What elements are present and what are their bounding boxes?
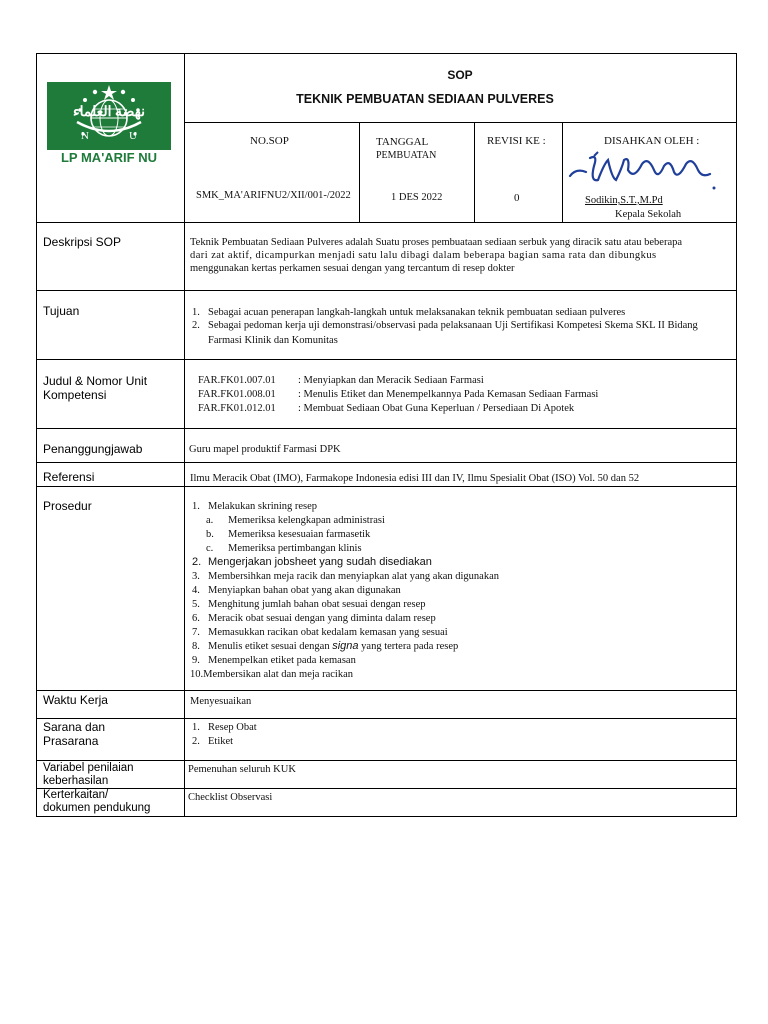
unit-title: : Membuat Sediaan Obat Guna Keperluan / Persediaan Di Apotek bbox=[298, 403, 575, 414]
unit-title: : Menyiapkan dan Meracik Sediaan Farmasi bbox=[298, 375, 484, 386]
revisi-value: 0 bbox=[514, 192, 520, 204]
step-num: 8. bbox=[192, 641, 200, 652]
step-text: Melakukan skrining resep bbox=[208, 501, 318, 512]
signature bbox=[564, 150, 724, 192]
step-text: Meracik obat sesuai dengan yang diminta dalam resep bbox=[208, 613, 436, 624]
kompetensi-unit-1 bbox=[198, 374, 484, 387]
sub-text: Memeriksa kelengkapan administrasi bbox=[228, 515, 385, 526]
penanggungjawab-value: Guru mapel produktif Farmasi DPK bbox=[189, 444, 341, 455]
sarana-label-line1: Sarana dan bbox=[43, 720, 106, 734]
sop-heading: SOP bbox=[447, 68, 473, 82]
step-num: 4. bbox=[192, 585, 200, 596]
step-text: Menyiapkan bahan obat yang akan digunakan bbox=[208, 585, 401, 596]
prosedur-step-8 bbox=[192, 640, 458, 653]
referensi-label: Referensi bbox=[43, 470, 95, 484]
nu-emblem bbox=[47, 82, 171, 150]
prosedur-step-7 bbox=[192, 626, 448, 639]
deskripsi-line-3: menggunakan kertas perkamen sesuai dengan yang tercantum di resep dokter bbox=[190, 263, 515, 274]
variabel-label-line2: keberhasilan bbox=[43, 775, 109, 787]
disahkan-label: DISAHKAN OLEH : bbox=[604, 135, 700, 147]
tanggal-label bbox=[376, 136, 436, 162]
tujuan-label: Tujuan bbox=[43, 304, 80, 318]
step-text: Mengerjakan jobsheet yang sudah disediakan bbox=[208, 556, 432, 568]
keterkaitan-label bbox=[43, 789, 150, 815]
waktu-kerja-value: Menyesuaikan bbox=[190, 696, 252, 707]
sarana-label bbox=[43, 720, 105, 748]
sub-num: c. bbox=[206, 543, 214, 554]
tujuan-item-2 bbox=[192, 319, 698, 332]
prosedur-step-2 bbox=[192, 556, 432, 569]
no-sop-value: SMK_MA'ARIFNU2/XII/001-/2022 bbox=[196, 190, 351, 201]
step-num: 1. bbox=[192, 501, 200, 512]
item-num: 2. bbox=[192, 736, 200, 747]
variabel-label-line1: Variabel penilaian bbox=[43, 762, 134, 774]
deskripsi-label: Deskripsi SOP bbox=[43, 235, 122, 249]
tanggal-label-line1: TANGGAL bbox=[376, 136, 429, 148]
step-num: 6. bbox=[192, 613, 200, 624]
unit-code: FAR.FK01.012.01 bbox=[198, 403, 276, 414]
prosedur-step-1 bbox=[192, 500, 317, 513]
deskripsi-line-2: dari zat aktif, dicampurkan menjadi satu lalu dibagi dalam beberapa bagian sama rata dan dibungkus bbox=[190, 250, 657, 261]
keterkaitan-value: Checklist Observasi bbox=[188, 792, 273, 803]
no-sop-label: NO.SOP bbox=[250, 135, 289, 147]
kompetensi-label-line1: Judul & Nomor Unit bbox=[43, 374, 148, 388]
step-num: 2. bbox=[192, 556, 202, 568]
prosedur-sub-a bbox=[206, 514, 385, 527]
prosedur-step-6 bbox=[192, 612, 436, 625]
prosedur-sub-c bbox=[206, 542, 362, 555]
item-num: 1. bbox=[192, 722, 200, 733]
signer-title: Kepala Sekolah bbox=[615, 209, 682, 220]
signer-name: Sodikin,S.T.,M.Pd bbox=[585, 195, 663, 206]
sop-title: TEKNIK PEMBUATAN SEDIAAN PULVERES bbox=[296, 92, 554, 106]
tujuan-item-2-continuation: Farmasi Klinik dan Komunitas bbox=[208, 335, 338, 346]
logo-letter-n: N bbox=[81, 130, 89, 142]
tanggal-label-line2: PEMBUATAN bbox=[376, 150, 437, 161]
prosedur-step-9 bbox=[192, 654, 356, 667]
deskripsi-line-1: Teknik Pembuatan Sediaan Pulveres adalah Suatu proses pembuataan sediaan serbuk yang diracik satu atau beberapa bbox=[190, 237, 683, 248]
keterkaitan-label-line1: Kerterkaitan/ bbox=[43, 789, 109, 801]
step-text: Membersihkan meja racik dan menyiapkan alat yang akan digunakan bbox=[208, 571, 499, 582]
step-text: Menempelkan etiket pada kemasan bbox=[208, 655, 356, 666]
step-text: Menulis etiket sesuai dengan bbox=[208, 641, 333, 652]
step-num: 3. bbox=[192, 571, 200, 582]
tujuan-item-1-num: 1. bbox=[192, 307, 200, 318]
step-num: 5. bbox=[192, 599, 200, 610]
waktu-kerja-label: Waktu Kerja bbox=[43, 693, 108, 707]
unit-code: FAR.FK01.008.01 bbox=[198, 389, 276, 400]
deskripsi-text bbox=[190, 236, 736, 275]
step-text: Menghitung jumlah bahan obat sesuai dengan resep bbox=[208, 599, 426, 610]
unit-code: FAR.FK01.007.01 bbox=[198, 375, 276, 386]
step-num: 9. bbox=[192, 655, 200, 666]
referensi-value: Ilmu Meracik Obat (IMO), Farmakope Indonesia edisi III dan IV, Ilmu Spesialit Obat (ISO) Vol. 50 dan 52 bbox=[190, 473, 640, 484]
revisi-label: REVISI KE : bbox=[487, 135, 546, 147]
sub-text: Memeriksa kesesuaian farmasetik bbox=[228, 529, 371, 540]
tujuan-item-2-text: Sebagai pedoman kerja uji demonstrasi/observasi pada pelaksanaan Uji Sertifikasi Kompetesi Skema SKL II Bidang bbox=[208, 320, 698, 331]
tujuan-item-1 bbox=[192, 306, 625, 319]
variabel-label bbox=[43, 762, 134, 788]
prosedur-step-5 bbox=[192, 598, 426, 611]
sarana-label-line2: Prasarana bbox=[43, 734, 99, 748]
prosedur-step-10: 10.Membersikan alat dan meja racikan bbox=[190, 669, 353, 680]
kompetensi-unit-3 bbox=[198, 402, 574, 415]
unit-title: : Menulis Etiket dan Menempelkannya Pada Kemasan Sediaan Farmasi bbox=[298, 389, 599, 400]
kompetensi-unit-2 bbox=[198, 388, 598, 401]
step-text-end: yang tertera pada resep bbox=[358, 641, 459, 652]
item-text: Resep Obat bbox=[208, 722, 257, 733]
penanggungjawab-label: Penanggungjawab bbox=[43, 442, 143, 456]
prosedur-sub-b bbox=[206, 528, 370, 541]
tujuan-item-1-text: Sebagai acuan penerapan langkah-langkah untuk melaksanakan teknik pembuatan sediaan pulveres bbox=[208, 307, 626, 318]
tujuan-item-2-num: 2. bbox=[192, 320, 200, 331]
kompetensi-label bbox=[43, 374, 147, 402]
signa-word: signa bbox=[332, 640, 359, 652]
prosedur-step-3 bbox=[192, 570, 499, 583]
sarana-item-1 bbox=[192, 721, 257, 734]
sarana-item-2 bbox=[192, 735, 233, 748]
kompetensi-label-line2: Kompetensi bbox=[43, 388, 107, 402]
logo-letter-u: U bbox=[129, 130, 137, 142]
sub-num: b. bbox=[206, 529, 214, 540]
keterkaitan-label-line2: dokumen pendukung bbox=[43, 802, 151, 814]
item-text: Etiket bbox=[208, 736, 234, 747]
sub-num: a. bbox=[206, 515, 214, 526]
variabel-value: Pemenuhan seluruh KUK bbox=[188, 764, 296, 775]
step-num: 7. bbox=[192, 627, 200, 638]
step-text: Memasukkan racikan obat kedalam kemasan yang sesuai bbox=[208, 627, 448, 638]
prosedur-step-4 bbox=[192, 584, 401, 597]
sub-text: Memeriksa pertimbangan klinis bbox=[228, 543, 362, 554]
tanggal-value: 1 DES 2022 bbox=[391, 192, 443, 203]
prosedur-label: Prosedur bbox=[43, 499, 92, 513]
logo-arabic: نهضة العلماء bbox=[73, 105, 145, 120]
logo-org-name: LP MA'ARIF NU bbox=[60, 150, 157, 165]
